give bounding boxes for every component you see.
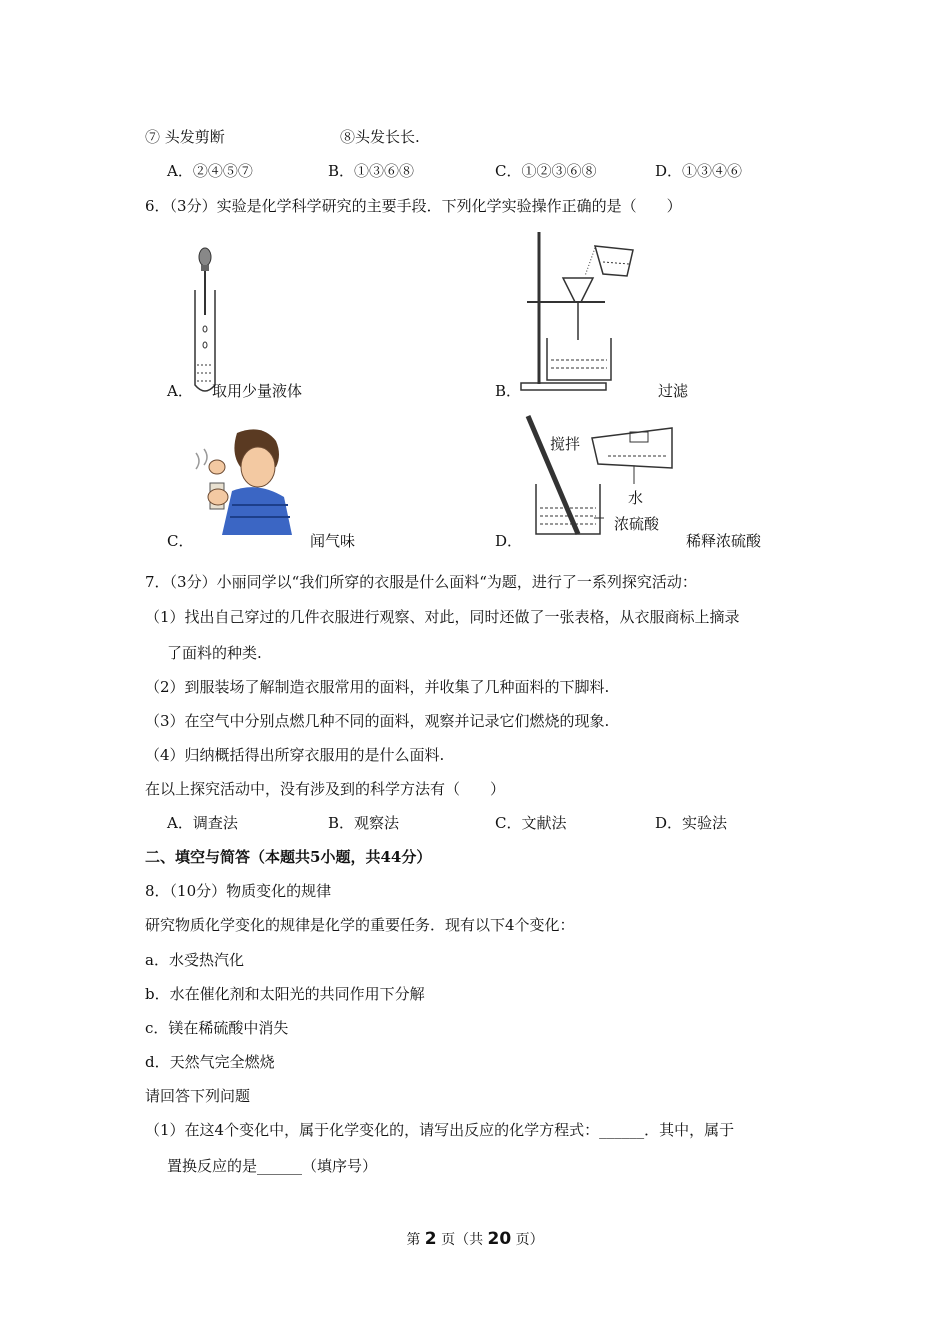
q7-step-1b: 了面料的种类.	[167, 644, 262, 662]
q6-option-c-label: C．	[167, 532, 194, 550]
q6-option-d-label: D．	[495, 532, 523, 550]
q8-change-b: b．水在催化剂和太阳光的共同作用下分解	[145, 985, 425, 1003]
q7-option-a: A．调查法	[167, 814, 238, 832]
q7-option-d: D．实验法	[655, 814, 728, 832]
smelling-gas-figure	[192, 425, 297, 537]
footer-mid: 页（共	[441, 1232, 484, 1248]
q6-stem: 6．（3分）实验是化学科学研究的主要手段．下列化学实验操作正确的是（ ）	[145, 197, 682, 215]
q5-item-7: ⑦ 头发剪断	[145, 128, 225, 146]
q8-part-1b: 置换反应的是______（填序号）	[167, 1157, 378, 1175]
filtration-apparatus-figure	[515, 228, 645, 393]
q7-step-1a: （1）找出自己穿过的几件衣服进行观察、对此，同时还做了一张表格，从衣服商标上摘录	[145, 608, 740, 626]
q8-part-1a: （1）在这4个变化中，属于化学变化的，请写出反应的化学方程式：______．其中，属于	[145, 1121, 735, 1139]
q8-intro: 研究物质化学变化的规律是化学的重要任务．现有以下4个变化：	[145, 916, 575, 934]
q6-option-b-label: B．	[495, 382, 522, 400]
q5-item-8: ⑧头发长长.	[340, 128, 420, 146]
page-footer	[0, 1229, 950, 1249]
footer-page-number: 2	[424, 1229, 437, 1249]
q5-option-d: D．①③④⑥	[655, 162, 743, 180]
q8-change-d: d．天然气完全燃烧	[145, 1053, 275, 1071]
q7-step-2: （2）到服装场了解制造衣服常用的面料，并收集了几种面料的下脚料.	[145, 678, 610, 696]
q5-option-a: A．②④⑤⑦	[167, 162, 253, 180]
q6-option-d-text: 稀释浓硫酸	[686, 532, 762, 550]
footer-total-pages: 20	[487, 1229, 512, 1249]
q6-option-a-label: A．	[167, 382, 193, 400]
q5-option-c: C．①②③⑥⑧	[495, 162, 597, 180]
q8-change-a: a．水受热汽化	[145, 951, 244, 969]
q7-step-4: （4）归纳概括得出所穿衣服用的是什么面料.	[145, 746, 445, 764]
water-label: 水	[628, 489, 644, 507]
footer-suffix: 页）	[515, 1232, 544, 1248]
stir-label: 搅拌	[550, 435, 581, 453]
q7-step-3: （3）在空气中分别点燃几种不同的面料，观察并记录它们燃烧的现象.	[145, 712, 610, 730]
footer-prefix: 第	[406, 1232, 421, 1248]
q5-option-b: B．①③⑥⑧	[328, 162, 415, 180]
acid-label: 浓硫酸	[614, 515, 660, 533]
q7-stem: 7．（3分）小丽同学以“我们所穿的衣服是什么面料“为题，进行了一系列探究活动：	[145, 573, 697, 591]
q7-option-b: B．观察法	[328, 814, 400, 832]
q7-option-c: C．文献法	[495, 814, 567, 832]
q7-question: 在以上探究活动中，没有涉及到的科学方法有（ ）	[145, 780, 506, 798]
q6-option-a-text: 取用少量液体	[212, 382, 303, 400]
q8-prompt: 请回答下列问题	[145, 1087, 251, 1105]
q6-option-c-text: 闻气味	[310, 532, 356, 550]
q8-change-c: c．镁在稀硫酸中消失	[145, 1019, 289, 1037]
section-2-title: 二、填空与简答（本题共5小题，共44分）	[145, 848, 432, 866]
q6-option-b-text: 过滤	[658, 382, 689, 400]
q8-stem: 8．（10分）物质变化的规律	[145, 882, 332, 900]
